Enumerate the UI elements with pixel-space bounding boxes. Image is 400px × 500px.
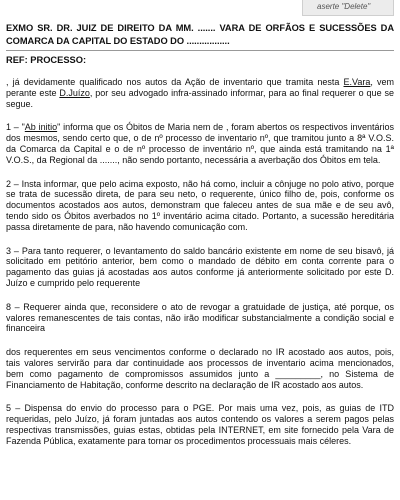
- ref-process: REF: PROCESSO:: [6, 55, 87, 65]
- p1-text-a: 1 – ": [6, 122, 25, 133]
- delete-tab[interactable]: [302, 0, 394, 16]
- paragraph-5: 5 – Dispensa do envio do processo para o PGE. Por mais uma vez, pois, as guias de ITD requeridas, pelo Juízo, já foram juntadas aos autos contendo os valores a serem pagos pelas respectivas transmissões, guias estas, obtidas pela INTERNET, em site fornecido pela Vara de Fazenda Pública, exatamente para tornar os procedimentos processuais mais céleres.: [6, 403, 394, 446]
- intro-text-a: , já devidamente qualificado nos autos da Ação de inventario que tramita nesta: [6, 77, 344, 87]
- intro-evara: E.Vara: [343, 77, 371, 87]
- document-page: [6, 22, 394, 460]
- p1-text-b: " informa que os Óbitos de Maria nem de , foram abertos os respectivos inventários dos mesmos, sendo certo que, o de nº processo de inventario nº, que tramitou junto a 8ª V.O.S. da Comarca da Capital e o de nº processo de inventário nº, que ainda está tramitando na 1ª V.O.S., da Regional da ......., não sendo portanto, necessária a averbação dos Óbitos em tela.: [6, 122, 394, 165]
- p1-ab-initio: Ab initio: [24, 122, 58, 133]
- paragraph-intro: [6, 77, 394, 109]
- paragraph-1: [6, 122, 394, 165]
- document-header: EXMO SR. DR. JUIZ DE DIREITO DA MM. ....... VARA DE ORFÃOS E SUCESSÕES DA COMARCA DA CAPITAL DO ESTADO DO .................: [6, 23, 394, 46]
- paragraph-8: 8 – Requerer ainda que, reconsidere o ato de revogar a gratuidade de justiça, até porque, os valores remanescentes de tais contas, não irão modificar substancialmente a condição social e financeira: [6, 301, 394, 334]
- intro-djuizo: D.Juízo: [59, 87, 90, 98]
- intro-text-c: , por seu advogado infra-assinado informar, para ao final requerer o que se segue.: [6, 87, 394, 109]
- header-divider: [6, 50, 394, 51]
- intro-text-b: , vem perante este: [6, 77, 394, 98]
- paragraph-8-continued: dos requerentes em seus vencimentos conforme o declarado no IR acostado aos autos, pois, tais valores servirão para dar continuidade aos processos de inventario acima mencionados, bem como pagamento de compromissos assumidos junto a _________, no Sistema de Financiamento de Habitação, conforme descrito na declaração de IR acostado aos autos.: [6, 347, 394, 390]
- paragraph-3: 3 – Para tanto requerer, o levantamento do saldo bancário existente em nome de seu bisavô, já solicitado em petitório anterior, bem como o mandado de débito em conta corrente para o pagamento das guias já acostadas aos autos conforme já anteriormente solicitado por este D. Juízo e cumprido pelo requerente: [6, 245, 394, 288]
- paragraph-2: 2 – Insta informar, que pelo acima exposto, não há como, incluir a cônjuge no polo ativo, porque se trata de sucessão direta, de para seu neto, o requerente, único filho de, pois, conforme os documentos acostados aos autos, demonstram que faleceu antes de sua mãe e de seu avô, tendo sido os Óbitos averbados no 1º inventário acima citado. Portanto, a sucessão hereditária passa diretamente de para, não havendo comunicação com.: [6, 178, 394, 232]
- delete-tab-label: aserte "Delete": [317, 2, 371, 11]
